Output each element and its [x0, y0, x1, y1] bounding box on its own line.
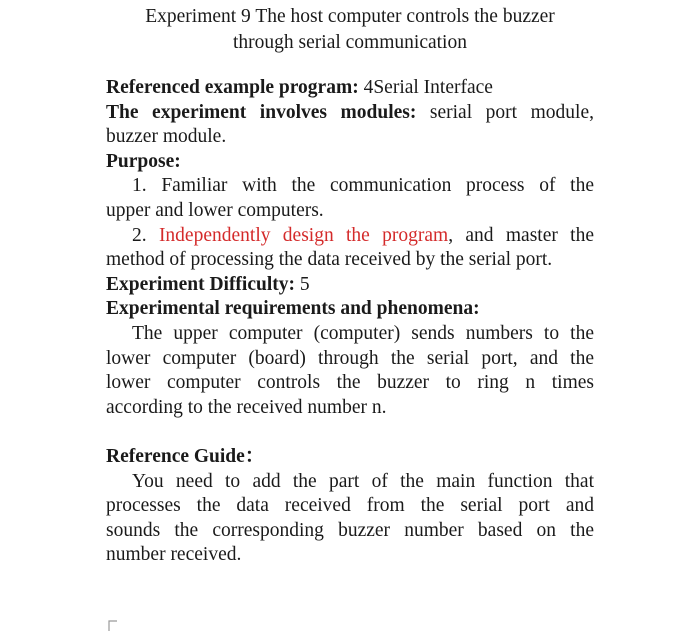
requirements-line-2: lower computer (board) through the serial port, and the [106, 347, 594, 369]
requirements-line-4: according to the received number n. [106, 396, 387, 418]
guide-heading-colon: ： [244, 445, 265, 467]
guide-line-3: sounds the corresponding buzzer number based on the [106, 519, 594, 541]
purpose-item-1-line-1: 1. Familiar with the communication process of the [132, 175, 594, 197]
modules-value: serial port module, [416, 101, 594, 123]
referenced-program [106, 76, 594, 101]
difficulty-value: 5 [295, 273, 310, 295]
modules-line-1 [106, 101, 594, 126]
title-line-1: Experiment 9 The host computer controls the buzzer [145, 6, 555, 27]
page-title [0, 4, 700, 56]
difficulty-label: Experiment Difficulty: [106, 273, 296, 295]
guide-line-2: processes the data received from the serial port and [106, 495, 594, 517]
purpose-item-2-highlight: Independently design the program [158, 224, 449, 246]
purpose-item-2-line-1 [106, 224, 594, 249]
page-corner-mark-icon [108, 620, 118, 631]
purpose-heading: Purpose: [106, 150, 181, 172]
modules-label: The experiment involves modules: [106, 101, 417, 123]
requirements-line-3: lower computer controls the buzzer to ring n times [106, 372, 594, 394]
guide-heading: Reference Guide [106, 445, 245, 467]
guide-line-1: You need to add the part of the main function that [132, 470, 594, 492]
purpose-item-2-prefix: 2. [132, 224, 159, 246]
guide-heading-row [106, 445, 594, 470]
title-line-2: through serial communication [233, 32, 467, 53]
referenced-program-value: 4Serial Interface [358, 77, 493, 98]
modules-line-2: buzzer module. [106, 126, 227, 148]
document-body [106, 76, 594, 568]
difficulty [106, 273, 594, 298]
requirements-line-1: The upper computer (computer) sends numbers to the [132, 322, 594, 344]
requirements-heading: Experimental requirements and phenomena: [106, 298, 480, 320]
purpose-item-1-line-2: upper and lower computers. [106, 199, 324, 221]
purpose-item-2-rest: , and master the [448, 224, 594, 246]
guide-line-4: number received. [106, 544, 242, 566]
purpose-item-2-line-2: method of processing the data received by the serial port. [106, 249, 553, 271]
referenced-program-label: Referenced example program: [106, 77, 359, 98]
section-spacer [106, 420, 594, 445]
